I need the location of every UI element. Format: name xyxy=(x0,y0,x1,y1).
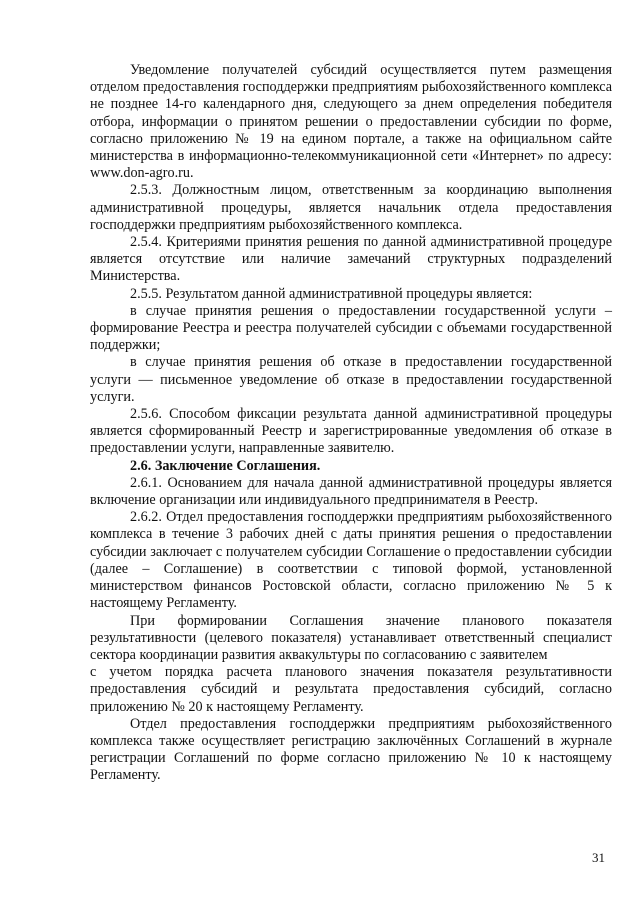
paragraph-notification: Уведомление получателей субсидий осуществляется путем размещения отделом предоставления господдержки предприятиям рыбохозяйственного комплекса не позднее 14-го календарного дня, следующего за днем определения победителя отбора, информации о принятом решении о предоставлении субсидии по форме, согласно приложению № 19 на едином портале, а также на официальном сайте министерства в информационно-телекоммуникационной сети «Интернет» по адресу: www.don-agro.ru. xyxy=(90,62,612,182)
paragraph-2-5-3: 2.5.3. Должностным лицом, ответственным за координацию выполнения административной процедуры, является начальник отдела предоставления господдержки предприятиям рыбохозяйственного комплекса. xyxy=(90,182,612,233)
paragraph-registration-journal: Отдел предоставления господдержки предприятиям рыбохозяйственного комплекса также осуществляет регистрацию заключённых Соглашений в журнале регистрации Соглашений по форме согласно приложению № 10 к настоящему Регламенту. xyxy=(90,715,612,784)
paragraph-target-indicator: При формировании Соглашения значение планового показателя результативности (целевого показателя) устанавливает ответственный специалист сектора координации развития аквакультуры по согласованию с заявителем xyxy=(90,612,612,663)
paragraph-2-5-4: 2.5.4. Критериями принятия решения по данной административной процедуре является отсутствие или наличие замечаний структурных подразделений Министерства. xyxy=(90,234,612,285)
paragraph-2-6-1: 2.6.1. Основанием для начала данной административной процедуры является включение организации или индивидуального предпринимателя в Реестр. xyxy=(90,474,612,509)
paragraph-result-refusal: в случае принятия решения об отказе в предоставлении государственной услуги — письменное уведомление об отказе в предоставлении государственной услуги. xyxy=(90,354,612,405)
document-body xyxy=(90,62,612,785)
section-heading-2-6: 2.6. Заключение Соглашения. xyxy=(130,457,321,474)
paragraph-calculation-order: с учетом порядка расчета планового значения показателя результативности предоставления субсидий и результата предоставления субсидий, согласно приложению № 20 к настоящему Регламенту. xyxy=(90,664,612,715)
paragraph-2-5-6: 2.5.6. Способом фиксации результата данной административной процедуры является сформированный Реестр и зарегистрированные уведомления об отказе в предоставлении услуги, направленные заявителю. xyxy=(90,406,612,457)
paragraph-2-5-5: 2.5.5. Результатом данной административной процедуры является: xyxy=(130,285,533,302)
page-number: 31 xyxy=(592,850,605,865)
paragraph-2-6-2: 2.6.2. Отдел предоставления господдержки предприятиям рыбохозяйственного комплекса в течение 3 рабочих дней с даты принятия решения о предоставлении субсидии заключает с получателем субсидии Соглашение о предоставлении субсидии (далее – Соглашение) в соответствии с типовой формой, установленной министерством финансов Ростовской области, согласно приложению № 5 к настоящему Регламенту. xyxy=(90,509,612,612)
paragraph-result-grant: в случае принятия решения о предоставлении государственной услуги – формирование Реестра и реестра получателей субсидии с объемами государственной поддержки; xyxy=(90,302,612,354)
